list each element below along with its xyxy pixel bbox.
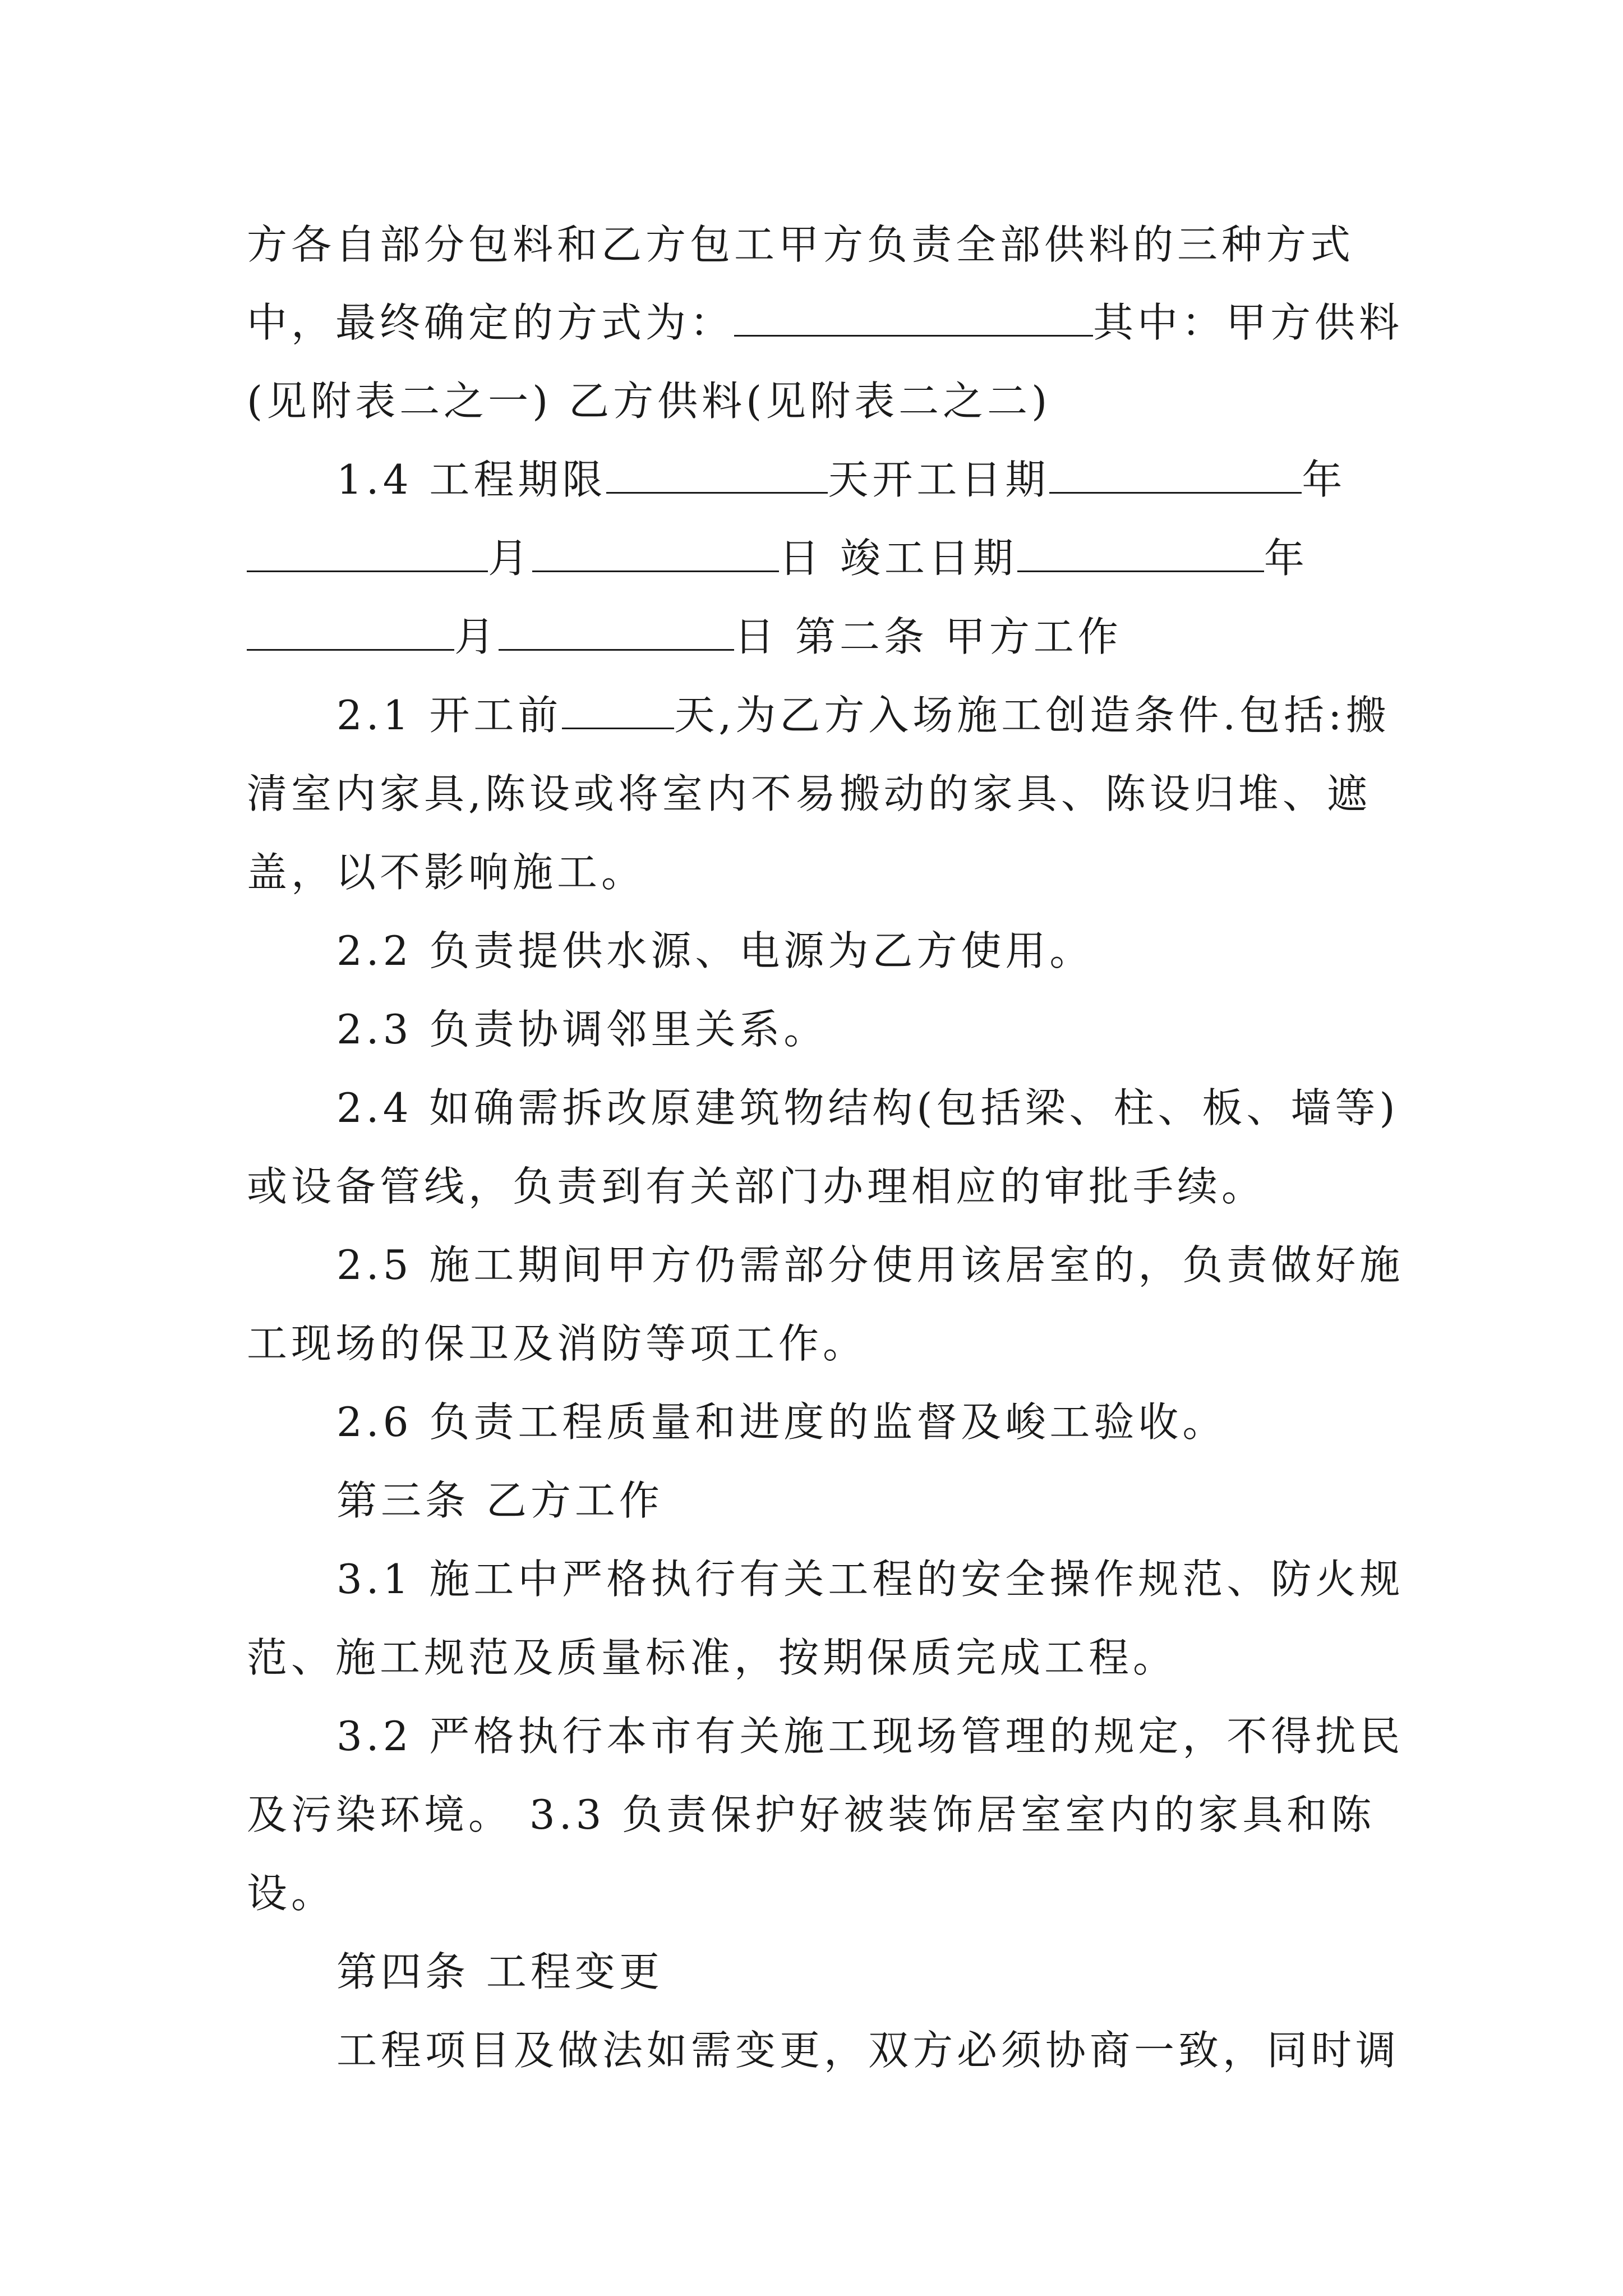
text-line <box>247 1854 1391 1932</box>
line-text: (见附表二之一) 乙方供料(见附表二之二) <box>247 378 1052 425</box>
line-text: 年 <box>1302 456 1347 503</box>
text-line <box>336 676 1391 754</box>
text-line <box>247 1618 1391 1697</box>
fill-blank[interactable] <box>499 615 734 651</box>
text-line <box>247 283 1404 362</box>
fill-blank[interactable] <box>1017 537 1264 572</box>
text-line <box>336 1383 1391 1461</box>
line-text: 年 <box>1264 535 1308 582</box>
fill-blank[interactable] <box>532 537 779 572</box>
text-line <box>247 597 1391 676</box>
line-text: 2.1 开工前 <box>336 692 562 739</box>
line-text: 2.3 负责协调邻里关系。 <box>336 1006 828 1053</box>
text-line <box>247 205 1391 284</box>
line-text: 天,为乙方入场施工创造条件.包括:搬 <box>674 692 1390 739</box>
fill-blank[interactable] <box>1049 458 1302 494</box>
line-text: 2.4 如确需拆改原建筑物结构(包括梁、柱、板、墙等) <box>336 1084 1399 1131</box>
line-text: 2.2 负责提供水源、电源为乙方使用。 <box>336 927 1094 974</box>
line-text: 日 竣工日期 <box>779 535 1017 582</box>
text-line <box>247 519 1391 597</box>
line-text: 设。 <box>247 1870 336 1917</box>
line-text: 2.5 施工期间甲方仍需部分使用该居室的，负责做好施 <box>336 1241 1404 1289</box>
text-line <box>247 1147 1391 1226</box>
text-line <box>336 1697 1404 1775</box>
line-text: 第三条 乙方工作 <box>336 1477 663 1524</box>
text-line <box>336 1540 1404 1618</box>
fill-blank[interactable] <box>734 301 1093 337</box>
line-text: 1.4 工程期限 <box>336 456 607 503</box>
line-text: 天开工日期 <box>828 456 1050 503</box>
text-line <box>336 2011 1400 2090</box>
line-text: 工程项目及做法如需变更，双方必须协商一致，同时调 <box>336 2027 1400 2074</box>
section-heading <box>336 1932 1391 2011</box>
line-text: 中，最终确定的方式为： <box>247 299 735 346</box>
fill-blank[interactable] <box>247 615 454 651</box>
line-text: 及污染环境。 3.3 负责保护好被装饰居室室内的家具和陈 <box>247 1791 1376 1838</box>
text-line <box>336 1226 1404 1304</box>
line-text: 月 <box>488 535 533 582</box>
text-line <box>336 912 1391 990</box>
line-text: 范、施工规范及质量标准，按期保质完成工程。 <box>247 1634 1178 1681</box>
line-text: 方各自部分包料和乙方包工甲方负责全部供料的三种方式 <box>247 221 1355 268</box>
line-text: 日 第二条 甲方工作 <box>734 613 1122 660</box>
line-text: 第四条 工程变更 <box>336 1948 663 1995</box>
text-line <box>336 1069 1399 1147</box>
text-line <box>247 1775 1391 1854</box>
fill-blank[interactable] <box>606 458 828 494</box>
text-line <box>247 754 1391 833</box>
line-text: 其中：甲方供料 <box>1093 299 1404 346</box>
text-line <box>247 362 1391 440</box>
line-text: 或设备管线，负责到有关部门办理相应的审批手续。 <box>247 1163 1266 1210</box>
fill-blank[interactable] <box>562 694 674 729</box>
line-text: 3.1 施工中严格执行有关工程的安全操作规范、防火规 <box>336 1556 1404 1603</box>
text-line <box>247 833 1391 912</box>
text-line <box>247 1304 1391 1383</box>
line-text: 盖，以不影响施工。 <box>247 849 646 896</box>
section-heading <box>336 1461 1391 1540</box>
line-text: 清室内家具,陈设或将室内不易搬动的家具、陈设归堆、遮 <box>247 770 1371 817</box>
line-text: 2.6 负责工程质量和进度的监督及峻工验收。 <box>336 1398 1227 1446</box>
text-line <box>336 990 1391 1069</box>
line-text: 工现场的保卫及消防等项工作。 <box>247 1320 868 1367</box>
text-line <box>336 440 1391 519</box>
line-text: 3.2 严格执行本市有关施工现场管理的规定，不得扰民 <box>336 1713 1404 1760</box>
line-text: 月 <box>454 613 499 660</box>
fill-blank[interactable] <box>247 537 488 572</box>
